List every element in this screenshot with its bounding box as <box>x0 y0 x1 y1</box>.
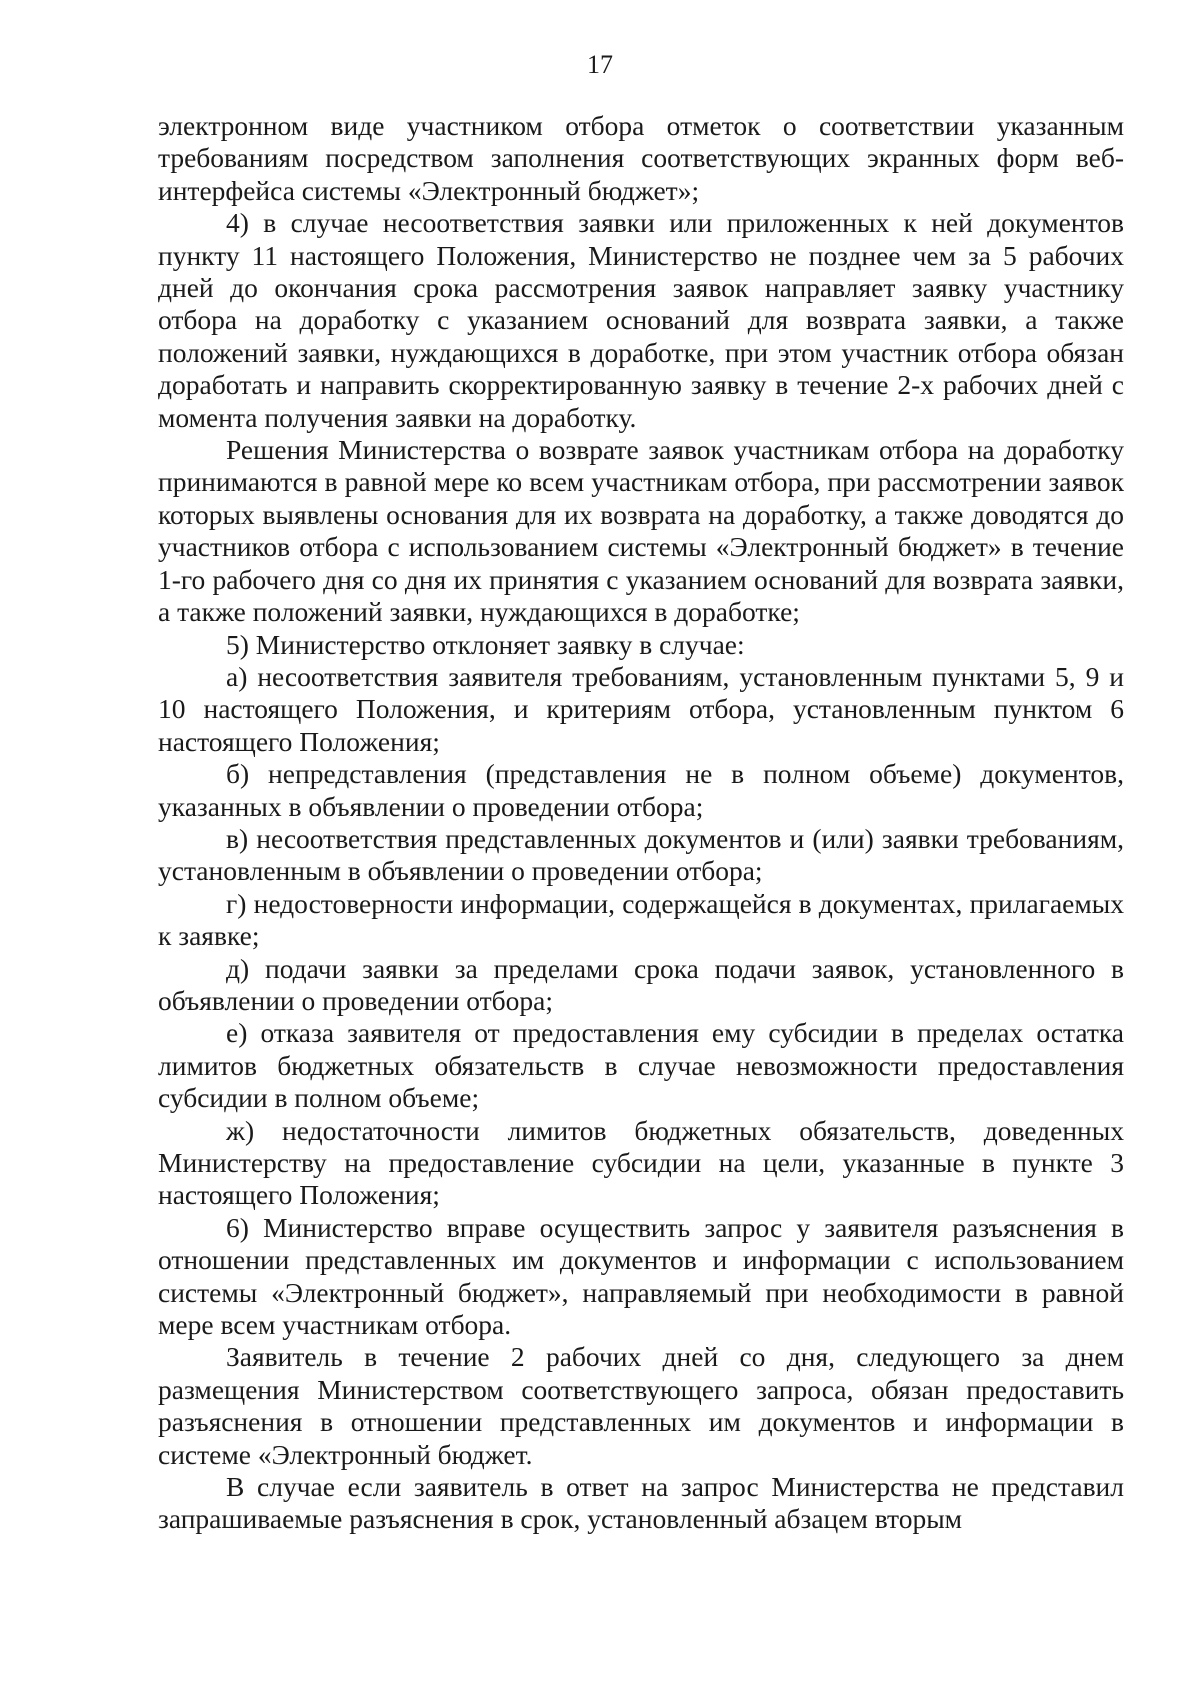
paragraph-item-5: 5) Министерство отклоняет заявку в случае: <box>226 628 745 660</box>
paragraph-subitem-a: а) несоответствия заявителя требованиям, установленным пунктами 5, 9 и 10 настоящего Положения, и критериям отбора, установленным пунктом 6 настоящего Положения; <box>158 660 1124 757</box>
paragraph-continuation: электронном виде участником отбора отметок о соответствии указанным требованиям посредством заполнения соответствующих экранных форм веб-интерфейса системы «Электронный бюджет»; <box>158 110 1124 206</box>
paragraph-return-decisions: Решения Министерства о возврате заявок участникам отбора на доработку принимаются в равной мере ко всем участникам отбора, при рассмотрении заявок которых выявлены основания для их возврата на доработку, а также доводятся до участников отбора с использованием системы «Электронный бюджет» в течение 1-го рабочего дня со дня их принятия с указанием оснований для возврата заявки, а также положений заявки, нуждающихся в доработке; <box>158 434 1124 628</box>
paragraph-subitem-v: в) несоответствия представленных документов и (или) заявки требованиям, установленным в объявлении о проведении отбора; <box>158 822 1124 887</box>
paragraph-subitem-g: г) недостоверности информации, содержащейся в документах, прилагаемых к заявке; <box>158 887 1124 952</box>
paragraph-subitem-d: д) подачи заявки за пределами срока подачи заявок, установленного в объявлении о проведении отбора; <box>158 952 1124 1016</box>
paragraph-item-4: 4) в случае несоответствия заявки или приложенных к ней документов пункту 11 настоящего Положения, Министерство не позднее чем за 5 рабочих дней до окончания срока рассмотрения заявок направляет заявку участнику отбора на доработку с указанием оснований для возврата заявки, а также положений заявки, нуждающихся в доработке, при этом участник отбора обязан доработать и направить скорректированную заявку в течение 2-х рабочих дней с момента получения заявки на доработку. <box>158 207 1124 433</box>
paragraph-no-response: В случае если заявитель в ответ на запрос Министерства не представил запрашиваемые разъяснения в срок, установленный абзацем вторым <box>158 1471 1124 1535</box>
page-number: 17 <box>587 50 613 79</box>
paragraph-subitem-zh: ж) недостаточности лимитов бюджетных обязательств, доведенных Министерству на предоставление субсидии на цели, указанные в пункте 3 настоящего Положения; <box>158 1114 1124 1211</box>
paragraph-item-6: 6) Министерство вправе осуществить запрос у заявителя разъяснения в отношении представленных им документов и информации с использованием системы «Электронный бюджет», направляемый при необходимости в равной мере всем участникам отбора. <box>158 1211 1124 1341</box>
paragraph-subitem-b: б) непредставления (представления не в полном объеме) документов, указанных в объявлении о проведении отбора; <box>158 758 1124 822</box>
paragraph-applicant-response: Заявитель в течение 2 рабочих дней со дня, следующего за днем размещения Министерством соответствующего запроса, обязан предоставить разъяснения в отношении представленных им документов и информации в системе «Электронный бюджет. <box>158 1341 1124 1470</box>
document-body <box>158 110 1124 1536</box>
paragraph-subitem-e: е) отказа заявителя от предоставления ему субсидии в пределах остатка лимитов бюджетных обязательств в случае невозможности предоставления субсидии в полном объеме; <box>158 1017 1124 1114</box>
